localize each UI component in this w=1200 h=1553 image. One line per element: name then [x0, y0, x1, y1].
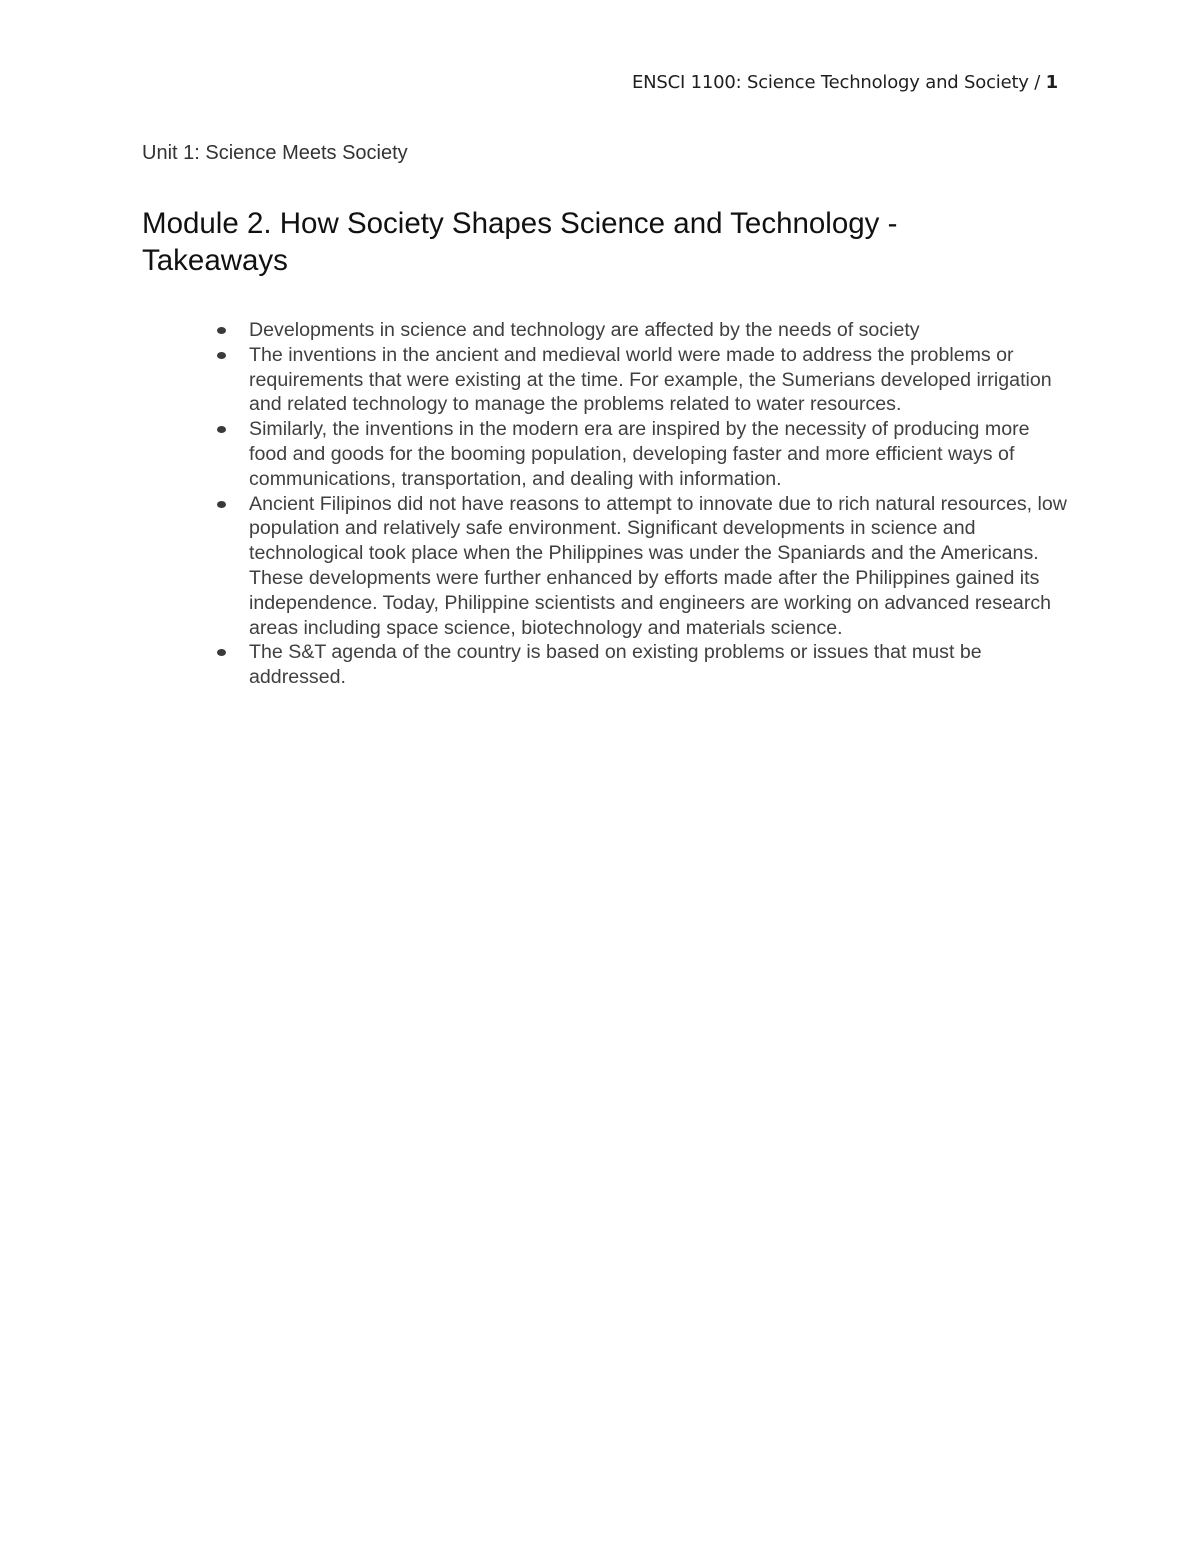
list-item	[249, 343, 1069, 417]
course-title: : Science Technology and Society /	[735, 72, 1046, 93]
unit-label: Unit 1: Science Meets Society	[142, 142, 408, 164]
bullet-icon	[217, 426, 226, 433]
course-code: ENSCI 1100	[631, 72, 736, 93]
list-item	[249, 640, 1069, 690]
bullet-icon	[217, 501, 226, 508]
page-number: 1	[1045, 72, 1058, 93]
list-item	[249, 417, 1069, 491]
list-item-text: Developments in science and technology are affected by the needs of society	[249, 319, 920, 341]
list-item-text: The S&T agenda of the country is based on existing problems or issues that must be addressed.	[249, 641, 982, 689]
list-item-text: Ancient Filipinos did not have reasons to attempt to innovate due to rich natural resources, low population and relatively safe environment. Significant developments in science and technological took place when the Philippines was under the Spaniards and the Americans. These developments were further enhanced by efforts made after the Philippines gained its independence. Today, Philippine scientists and engineers are working on advanced research areas including space science, biotechnology and materials science.	[249, 492, 1067, 639]
bullet-icon	[217, 327, 226, 334]
bullet-icon	[217, 352, 226, 359]
list-item-text: Similarly, the inventions in the modern era are inspired by the necessity of producing more food and goods for the booming population, developing faster and more efficient ways of communications, transportation, and dealing with information.	[249, 418, 1030, 490]
module-title: Module 2. How Society Shapes Science and Technology - Takeaways	[142, 207, 898, 277]
list-item	[249, 492, 1069, 641]
page-header	[632, 72, 1058, 93]
takeaways-list	[249, 318, 1069, 690]
list-item	[249, 318, 1069, 343]
bullet-icon	[217, 649, 226, 656]
list-item-text: The inventions in the ancient and medieval world were made to address the problems or requirements that were existing at the time. For example, the Sumerians developed irrigation and related technology to manage the problems related to water resources.	[249, 343, 1052, 416]
